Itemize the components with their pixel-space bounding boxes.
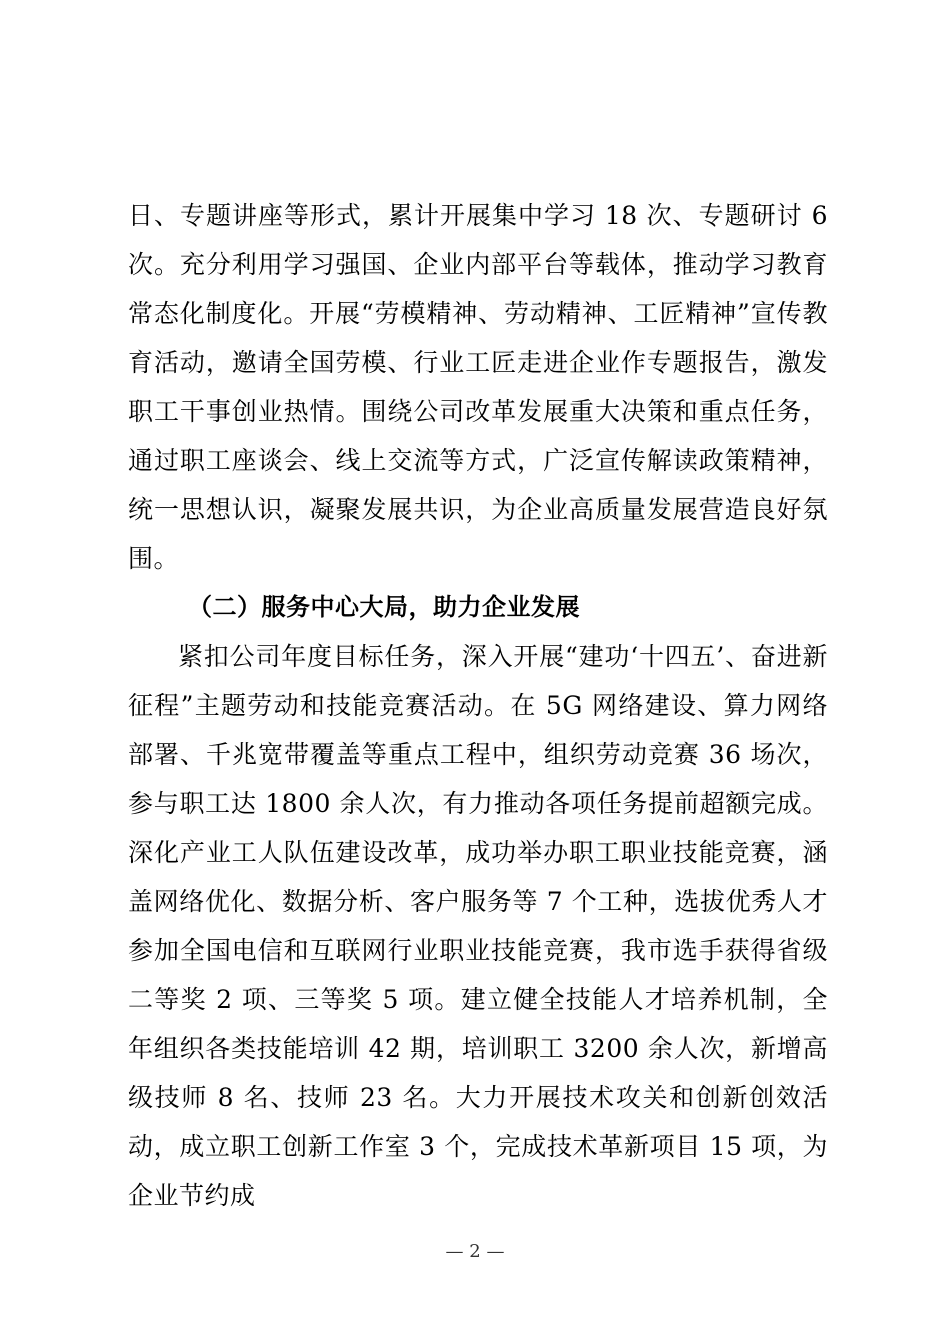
document-body [128,191,828,1220]
page-number: — 2 — [445,1241,505,1262]
body-paragraph: 日、专题讲座等形式，累计开展集中学习 18 次、专题研讨 6 次。充分利用学习强国、企业内部平台等载体，推动学习教育常态化制度化。开展“劳模精神、劳动精神、工匠精神”宣传教育活动，邀请全国劳模、行业工匠走进企业作专题报告，激发职工干事创业热情。围绕公司改革发展重大决策和重点任务，通过职工座谈会、线上交流等方式，广泛宣传解读政策精神，统一思想认识，凝聚发展共识，为企业高质量发展营造良好氛围。 [128,201,828,573]
section-heading: （二）服务中心大局，助力企业发展 [188,593,580,621]
body-paragraph: 紧扣公司年度目标任务，深入开展“建功‘十四五’、奋进新征程”主题劳动和技能竞赛活动。在 5G 网络建设、算力网络部署、千兆宽带覆盖等重点工程中，组织劳动竞赛 36 场次，参与职工达 1800 余人次，有力推动各项任务提前超额完成。深化产业工人队伍建设改革，成功举办职工职业技能竞赛，涵盖网络优化、数据分析、客户服务等 7 个工种，选拔优秀人才参加全国电信和互联网行业职业技能竞赛，我市选手获得省级二等奖 2 项、三等奖 5 项。建立健全技能人才培养机制，全年组织各类技能培训 42 期，培训职工 3200 余人次，新增高级技师 8 名、技师 23 名。大力开展技术攻关和创新创效活动，成立职工创新工作室 3 个，完成技术革新项目 15 项，为企业节约成 [128,642,828,1210]
